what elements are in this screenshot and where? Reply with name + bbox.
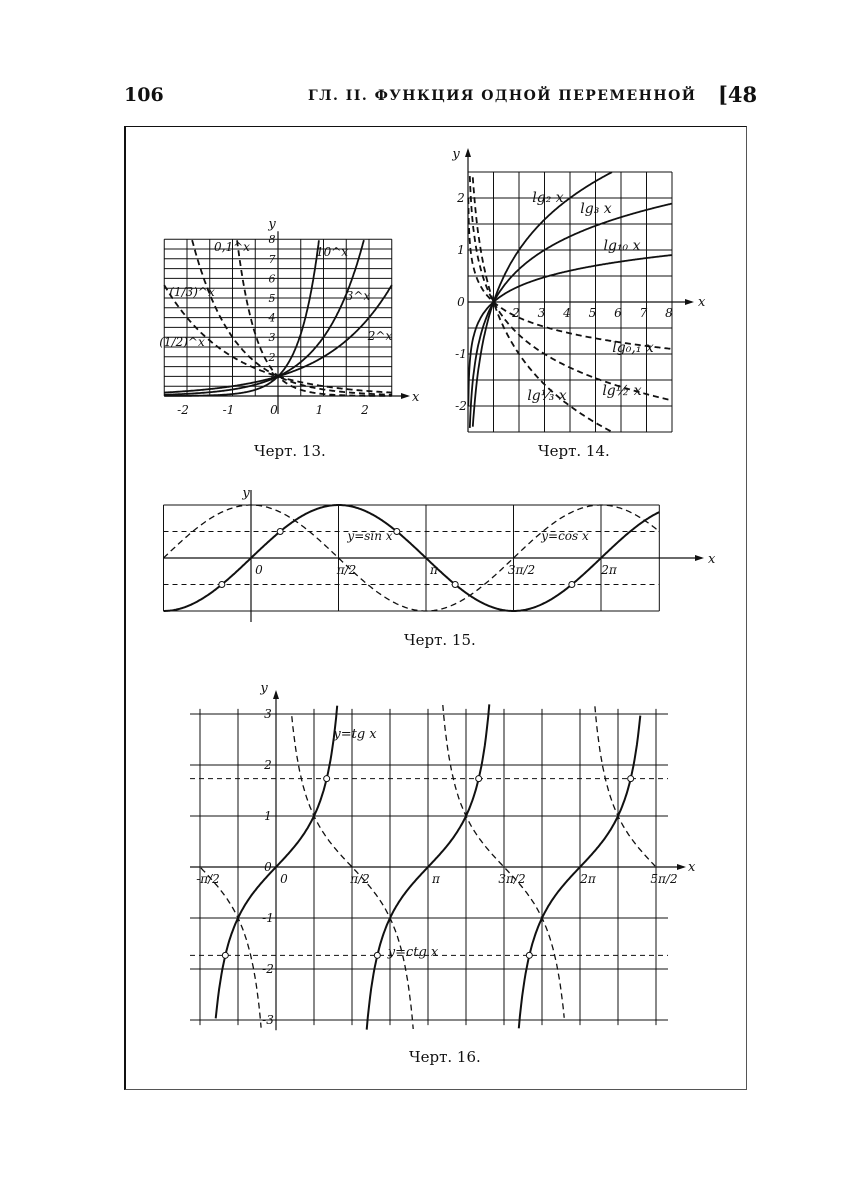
x-axis-label: x	[708, 552, 716, 567]
x-tick-label: 5	[588, 306, 597, 320]
running-title: ГЛ. II. ФУНКЦИЯ ОДНОЙ ПЕРЕМЕННОЙ	[308, 88, 697, 104]
marked-point	[394, 529, 400, 535]
x-tick-label: π/2	[350, 872, 370, 886]
y-axis-arrow	[273, 690, 279, 699]
figure-13-exponential-plot	[159, 217, 420, 417]
marked-point	[277, 529, 283, 535]
x-tick-label: 0	[270, 403, 278, 417]
x-tick-label: π	[430, 563, 438, 577]
label-01-pow-x: 0,1^x	[214, 240, 250, 254]
y-axis-label: y	[242, 486, 250, 501]
y-tick-label: 1	[457, 243, 465, 257]
x-tick-label: 2π	[580, 872, 596, 886]
label-2-pow-x: 2^x	[367, 329, 393, 343]
label-half-pow-x: (1/2)^x	[159, 335, 205, 349]
y-tick-label: -2	[455, 399, 467, 413]
label-lg-third: lg⅓ x	[527, 388, 567, 404]
y-tick-label: 3	[268, 331, 276, 345]
y-axis-label: y	[268, 217, 276, 232]
x-tick-label: π	[432, 872, 440, 886]
x-tick-label: π/2	[336, 563, 357, 577]
x-axis-label: x	[688, 860, 696, 875]
y-tick-label: 5	[268, 292, 276, 305]
label-sin: y=sin x	[347, 529, 393, 543]
label-lg3: lg₃ x	[580, 201, 612, 217]
y-tick-label: 0	[264, 860, 272, 874]
y-tick-label: 2	[457, 191, 465, 205]
y-tick-label: 0	[457, 295, 465, 309]
y-tick-label: -1	[262, 911, 274, 925]
section-number: [48	[718, 82, 758, 107]
label-lg01: lg₀,₁ x	[612, 340, 654, 356]
x-tick-label: 5π/2	[650, 872, 678, 886]
y-tick-label: 6	[268, 272, 276, 286]
x-tick-label: -2	[177, 403, 189, 417]
figure-13-caption: Черт. 13.	[254, 442, 326, 460]
y-tick-label: 1	[264, 809, 272, 823]
x-tick-label: 6	[614, 306, 622, 320]
y-axis-arrow	[465, 148, 471, 157]
marked-point	[476, 776, 482, 782]
x-tick-label: 0	[280, 872, 288, 886]
x-tick-label: 7	[639, 306, 648, 320]
y-axis-label: y	[260, 681, 268, 696]
x-tick-label: 2	[512, 306, 520, 320]
y-tick-label: -2	[262, 962, 274, 976]
x-tick-label: 4	[563, 306, 571, 320]
x-tick-label: 3π/2	[507, 563, 536, 577]
x-tick-label: 8	[665, 306, 673, 320]
y-tick-label: -1	[455, 347, 467, 361]
curve-lg-third	[470, 176, 672, 400]
label-lg-half: lg½ x	[602, 383, 642, 399]
x-tick-label: 3π/2	[498, 872, 526, 886]
label-cos: y=cos x	[541, 529, 589, 543]
label-lg2: lg₂ x	[532, 190, 564, 206]
x-axis-arrow	[401, 393, 410, 399]
figure-14-logarithm-plot	[451, 147, 706, 432]
x-tick-label: 2	[361, 403, 369, 417]
marked-point	[374, 952, 380, 958]
marked-point	[222, 952, 228, 958]
label-third-pow-x: (1/3)^x	[169, 285, 215, 299]
x-axis-arrow	[677, 864, 686, 870]
marked-point	[324, 776, 330, 782]
x-tick-label: -1	[222, 403, 235, 417]
page-number: 106	[124, 84, 164, 106]
x-tick-label: 3	[537, 306, 546, 320]
y-tick-label: 1	[268, 370, 276, 384]
label-cot: y=ctg x	[387, 945, 439, 960]
label-3-pow-x: 3^x	[345, 289, 371, 303]
y-axis-label: y	[452, 147, 460, 162]
y-tick-label: 2	[268, 350, 276, 364]
marked-point	[219, 582, 225, 588]
y-tick-label: 4	[268, 311, 276, 325]
label-10-pow-x: 10^x	[315, 245, 349, 259]
figure-16-tan-cot-plot	[190, 681, 696, 1030]
x-axis-label: x	[698, 295, 706, 310]
x-axis-arrow	[695, 555, 704, 561]
x-axis-label: x	[412, 390, 420, 405]
y-tick-label: 2	[264, 758, 272, 772]
y-tick-label: 8	[268, 233, 276, 247]
figure-14-caption: Черт. 14.	[538, 442, 610, 460]
marked-point	[569, 582, 575, 588]
label-tan: y=tg x	[333, 727, 377, 742]
marked-point	[526, 952, 532, 958]
y-tick-label: 3	[264, 707, 272, 721]
x-tick-label: 0	[255, 563, 263, 577]
x-axis-arrow	[685, 299, 694, 305]
marked-point	[628, 776, 634, 782]
marked-point	[452, 582, 458, 588]
label-lg10: lg₁₀ x	[603, 238, 641, 254]
figure-15-sin-cos-plot	[164, 486, 717, 622]
figure-16-caption: Черт. 16.	[409, 1048, 481, 1066]
x-tick-label: -π/2	[196, 872, 220, 886]
x-tick-label: 2π	[601, 563, 617, 577]
x-tick-label: 1	[315, 403, 324, 417]
figure-15-caption: Черт. 15.	[404, 631, 476, 649]
y-tick-label: -3	[262, 1013, 274, 1027]
y-tick-label: 7	[268, 252, 276, 266]
